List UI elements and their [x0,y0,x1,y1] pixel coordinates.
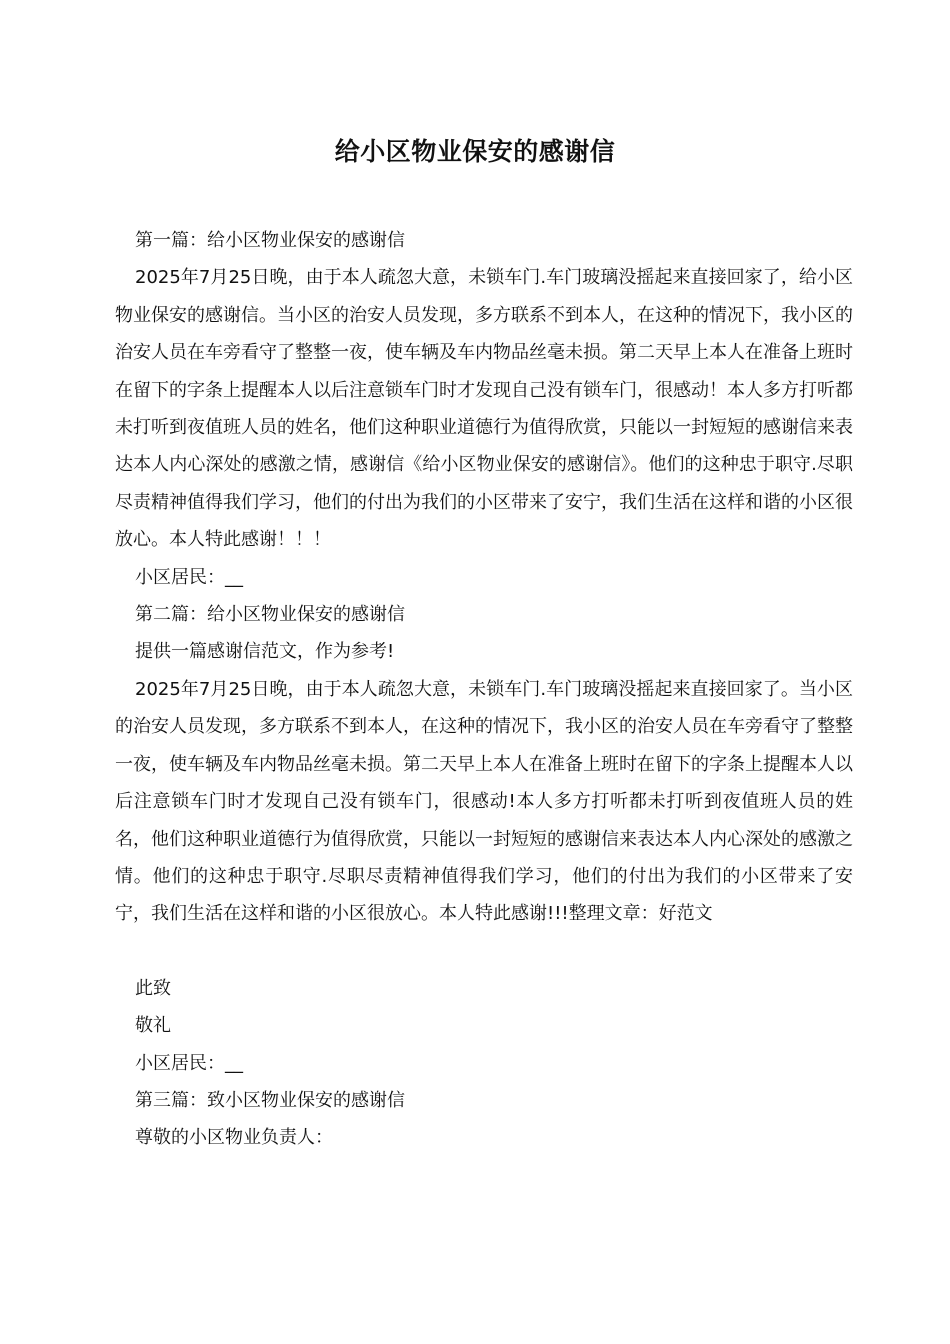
signature-line-1: 小区居民：__ [135,566,243,588]
section-heading-3: 第三篇：致小区物业保安的感谢信 [135,1089,405,1111]
salutation-line: 尊敬的小区物业负责人： [135,1127,333,1149]
closing-line-1: 此致 [135,977,171,999]
section-heading-2: 第二篇：给小区物业保安的感谢信 [135,604,405,626]
document-body [115,222,853,1157]
signature-line-2: 小区居民：__ [135,1052,243,1074]
intro-line: 提供一篇感谢信范文，作为参考! [135,641,395,663]
closing-line-2: 敬礼 [135,1015,171,1037]
letter-paragraph-1: 2025年7月25日晚，由于本人疏忽大意，未锁车门.车门玻璃没摇起来直接回家了，给小区物业保安的感谢信。当小区的治安人员发现，多方联系不到本人，在这种的情况下，我小区的治安人员在车旁看守了整整一夜，使车辆及车内物品丝毫未损。第二天早上本人在准备上班时在留下的字条上提醒本人以后注意锁车门时才发现自己没有锁车门，很感动！本人多方打听都未打听到夜值班人员的姓名，他们这种职业道德行为值得欣赏，只能以一封短短的感谢信来表达本人内心深处的感激之情，感谢信《给小区物业保安的感谢信》。他们的这种忠于职守.尽职尽责精神值得我们学习，他们的付出为我们的小区带来了安宁，我们生活在这样和谐的小区很放心。本人特此感谢！！！ [115,267,853,551]
document-title: 给小区物业保安的感谢信 [334,137,616,166]
section-heading-1: 第一篇：给小区物业保安的感谢信 [135,230,405,251]
letter-paragraph-2: 2025年7月25日晚，由于本人疏忽大意，未锁车门.车门玻璃没摇起来直接回家了。当小区的治安人员发现，多方联系不到本人，在这种的情况下，我小区的治安人员在车旁看守了整整一夜，使车辆及车内物品丝毫未损。第二天早上本人在准备上班时在留下的字条上提醒本人以后注意锁车门时才发现自己没有锁车门，很感动!本人多方打听都未打听到夜值班人员的姓名，他们这种职业道德行为值得欣赏，只能以一封短短的感谢信来表达本人内心深处的感激之情。他们的这种忠于职守.尽职尽责精神值得我们学习，他们的付出为我们的小区带来了安宁，我们生活在这样和谐的小区很放心。本人特此感谢!!!整理文章：好范文 [115,678,853,925]
paragraph-gap [115,933,853,970]
